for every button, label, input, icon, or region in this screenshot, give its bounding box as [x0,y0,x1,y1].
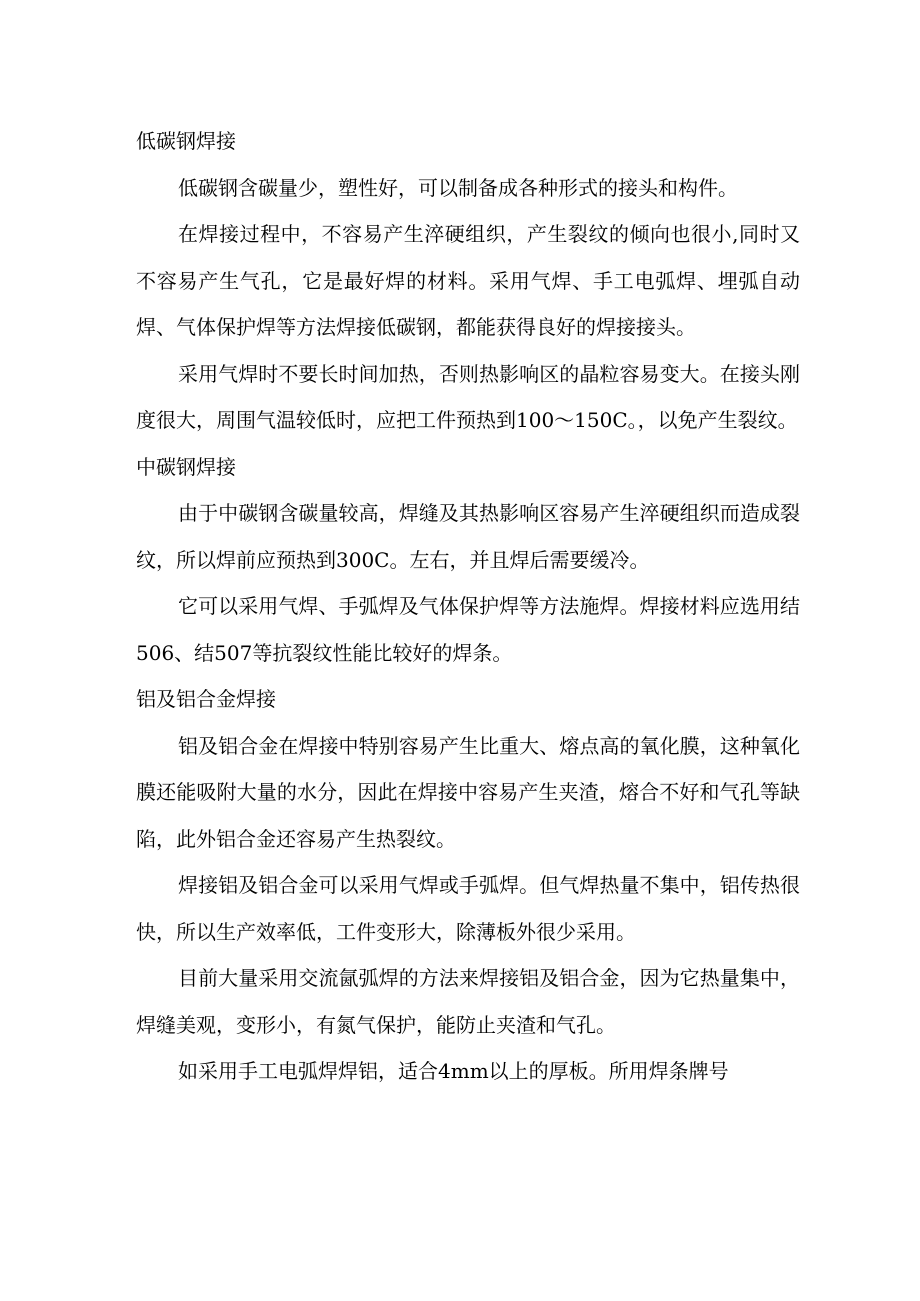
section-heading: 铝及铝合金焊接 [136,687,276,711]
paragraph: 目前大量采用交流氤弧焊的方法来焊接铝及铝合金，因为它热量集中，焊缝美观，变形小，有氮气保护，能防止夹渣和气孔。 [136,966,800,1037]
paragraph: 在焊接过程中，不容易产生淬硬组织，产生裂纹的倾向也很小,同时又不容易产生气孔，它是最好焊的材料。采用气焊、手工电弧焊、埋弧自动焊、气体保护焊等方法焊接低碳钢，都能获得良好的焊接接头。 [136,222,800,339]
paragraph: 焊接铝及铝合金可以采用气焊或手弧焊。但气焊热量不集中，铝传热很快，所以生产效率低，工件变形大，除薄板外很少采用。 [136,873,800,944]
section-heading: 中碳钢焊接 [136,454,236,479]
document-body [136,118,800,1095]
paragraph: 铝及铝合金在焊接中特别容易产生比重大、熔点高的氧化膜，这种氧化膜还能吸附大量的水分，因此在焊接中容易产生夹渣，熔合不好和气孔等缺陷，此外铝合金还容易产生热裂纹。 [136,733,800,851]
section-medium-carbon-steel [136,444,800,677]
paragraph: 如采用手工电弧焊焊铝，适合4mm以上的厚板。所用焊条牌号 [178,1059,729,1083]
section-low-carbon-steel [136,118,800,444]
section-heading: 低碳钢焊接 [136,129,236,153]
paragraph: 由于中碳钢含碳量较高，焊缝及其热影响区容易产生淬硬组织而造成裂纹，所以焊前应预热到300C。左右，并且焊后需要缓冷。 [136,501,800,572]
section-aluminum-alloy [136,676,800,1095]
paragraph: 低碳钢含碳量少，塑性好，可以制备成各种形式的接头和构件。 [178,175,738,200]
paragraph: 采用气焊时不要长时间加热，否则热影响区的晶粒容易变大。在接头刚度很大，周围气温较低时，应把工件预热到100～150C。，以免产生裂纹。 [136,361,800,432]
paragraph: 它可以采用气焊、手弧焊及气体保护焊等方法施焊。焊接材料应选用结506、结507等抗裂纹性能比较好的焊条。 [136,594,800,665]
